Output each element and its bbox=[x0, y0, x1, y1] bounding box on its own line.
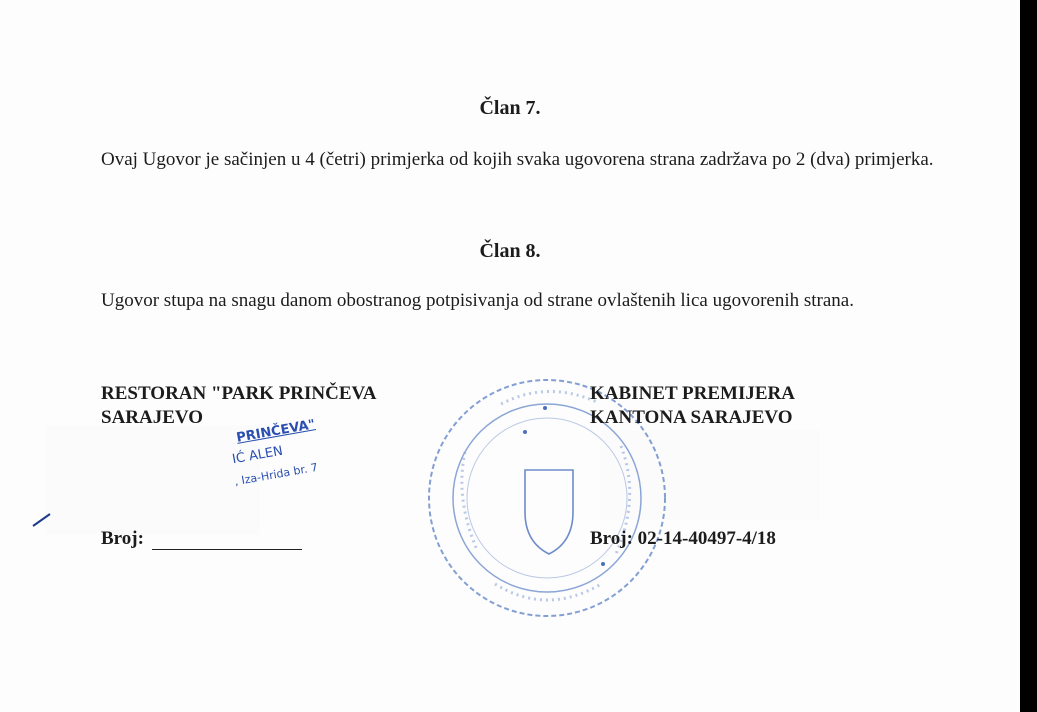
article-8-heading: Član 8. bbox=[479, 240, 541, 262]
right-party-name-line2: KANTONA SARAJEVO bbox=[590, 407, 793, 428]
left-party-name-line1: RESTORAN "PARK PRINČEVA bbox=[101, 383, 377, 404]
restaurant-stamp bbox=[228, 417, 348, 495]
left-party-name-line2: SARAJEVO bbox=[101, 407, 204, 428]
article-7-text: Ovaj Ugovor je sačinjen u 4 (četri) primjerka od kojih svaka ugovorena strana zadržava po 2 (dva) primjerka. bbox=[101, 149, 934, 170]
left-broj-blank bbox=[152, 548, 302, 550]
article-7-heading: Član 7. bbox=[479, 97, 541, 119]
pen-mark-icon bbox=[30, 510, 54, 530]
right-party-block bbox=[590, 382, 795, 430]
left-broj-line bbox=[101, 528, 302, 550]
restaurant-stamp-line3: , Iza-Hrida br. 7 bbox=[233, 460, 319, 489]
right-broj-value: 02-14-40497-4/18 bbox=[637, 528, 776, 549]
restaurant-stamp-line1: PRINČEVA" bbox=[235, 417, 317, 446]
article-8-text: Ugovor stupa na snagu danom obostranog potpisivanja od strane ovlaštenih lica ugovorenih strana. bbox=[101, 290, 854, 311]
restaurant-stamp-line2: IĆ ALEN bbox=[231, 443, 285, 468]
scan-edge bbox=[1020, 0, 1037, 712]
left-broj-label: Broj: bbox=[101, 528, 144, 549]
right-broj-line bbox=[590, 528, 776, 550]
right-broj-label: Broj: bbox=[590, 528, 633, 549]
right-party-name-line1: KABINET PREMIJERA bbox=[590, 383, 795, 404]
